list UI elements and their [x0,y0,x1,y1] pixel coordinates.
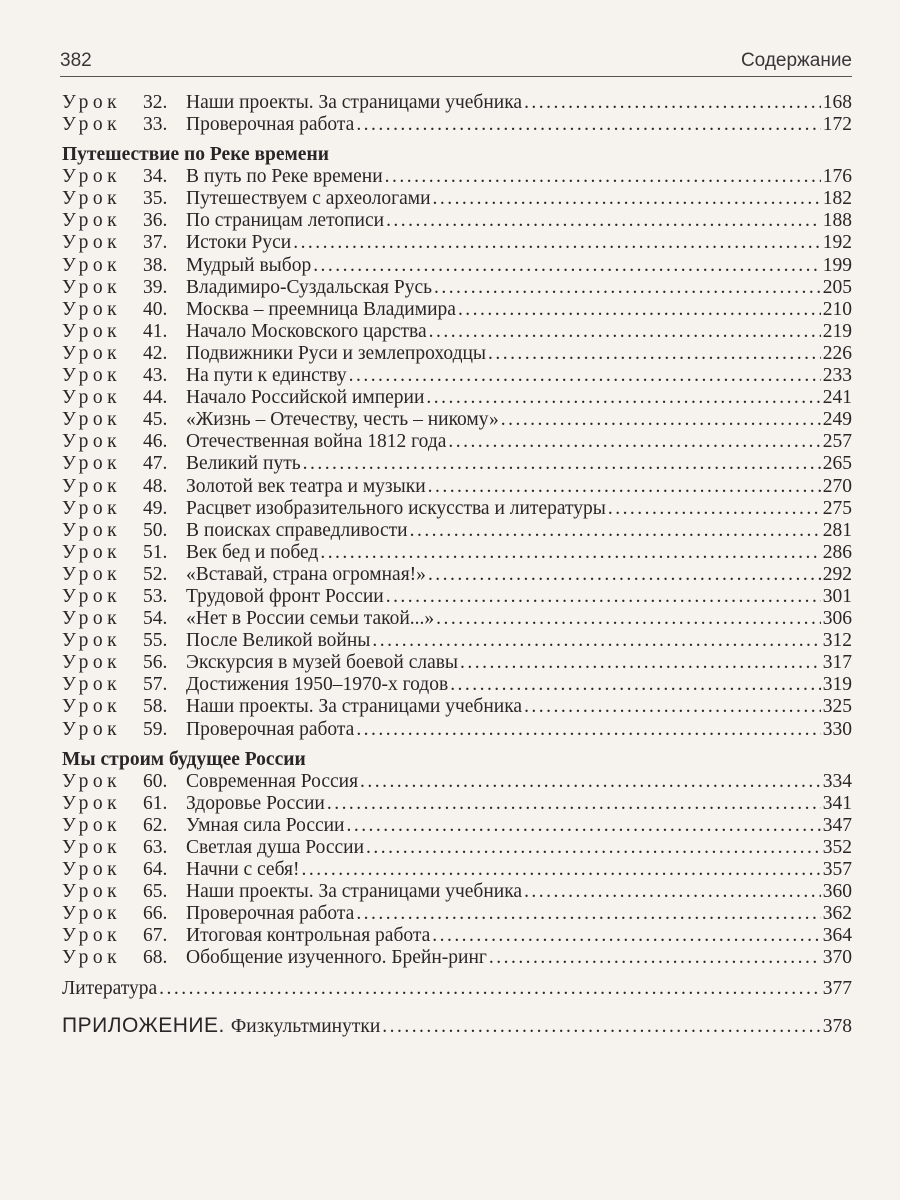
dot-leader [320,542,820,564]
page-ref: 377 [822,978,852,1000]
dot-leader [428,564,821,586]
toc-entry [62,903,852,925]
dot-leader [434,277,821,299]
page-ref: 312 [822,630,852,652]
lesson-label: Урок [62,792,122,814]
appendix-subtitle: Физкультминутки [230,1015,381,1037]
toc-entry [62,925,852,947]
toc-entry [62,652,852,674]
lesson-number: 60. [143,770,168,792]
lesson-title: В путь по Реке времени [186,166,383,188]
lesson-title: Наши проекты. За страницами учебника [186,696,523,718]
page-ref: 257 [822,431,852,453]
dot-leader [159,978,821,1000]
page-ref: 182 [822,188,852,210]
page-ref: 286 [822,541,852,563]
page-ref: 226 [822,342,852,364]
lesson-number: 56. [143,652,168,674]
dot-leader [436,608,821,630]
toc-entry [62,255,852,277]
lesson-title: Трудовой фронт России [186,585,384,607]
lesson-number: 48. [143,475,168,497]
lesson-number: 46. [143,431,168,453]
toc-entry [62,771,852,793]
lesson-number: 58. [143,696,168,718]
lesson-number: 34. [143,166,168,188]
page-ref: 265 [822,453,852,475]
lesson-number: 63. [143,836,168,858]
lesson-number: 51. [143,541,168,563]
lesson-number: 62. [143,814,168,836]
toc-entry [62,696,852,718]
page-ref: 219 [822,320,852,342]
lesson-number: 43. [143,365,168,387]
lesson-label: Урок [62,298,122,320]
page-ref: 360 [822,881,852,903]
dot-leader [360,771,821,793]
toc-entry [62,630,852,652]
toc-entry [62,608,852,630]
lesson-label: Урок [62,387,122,409]
toc-entry-literature [62,978,852,1000]
lesson-title: Москва – преемница Владимира [186,298,456,320]
lesson-number: 68. [143,947,168,969]
page-ref: 357 [822,859,852,880]
toc-entry [62,92,852,114]
lesson-title: Великий путь [186,453,301,475]
toc-entry [62,114,852,136]
lesson-number: 49. [143,497,168,519]
lesson-label: Урок [62,881,122,903]
lesson-number: 44. [143,387,168,409]
page-ref: 317 [822,652,852,674]
dot-leader [489,947,821,969]
lesson-label: Урок [62,188,122,210]
lesson-title: После Великой войны [186,630,371,652]
running-title: Содержание [740,50,852,71]
lesson-label: Урок [62,114,122,136]
toc-entry [62,166,852,188]
table-of-contents [62,92,852,1037]
lesson-title: Путешествуем с археологами [186,188,431,210]
lesson-number: 38. [143,254,168,276]
lesson-number: 32. [143,92,168,113]
lesson-label: Урок [62,254,122,276]
dot-leader [501,409,821,431]
lesson-number: 33. [143,114,168,136]
lesson-title: Обобщение изученного. Брейн-ринг [186,947,487,969]
appendix-title: ПРИЛОЖЕНИЕ. [62,1013,225,1037]
dot-leader [356,903,820,925]
lesson-number: 39. [143,276,168,298]
dot-leader [608,498,821,520]
lesson-number: 42. [143,342,168,364]
page-ref: 210 [822,298,852,320]
lesson-number: 50. [143,519,168,541]
lesson-label: Урок [62,925,122,947]
dot-leader [302,859,821,881]
toc-entry [62,188,852,210]
dot-leader [429,321,821,343]
lesson-title: Проверочная работа [186,114,355,136]
dot-leader [426,387,820,409]
section-heading: Путешествие по Реке времени [62,144,329,166]
lesson-title: Итоговая контрольная работа [186,925,431,947]
page-ref: 319 [822,674,852,696]
lesson-title: Проверочная работа [186,718,355,740]
page-number: 382 [60,50,92,71]
dot-leader [293,232,821,254]
lesson-label: Урок [62,630,122,652]
page-ref: 292 [822,563,852,585]
page-ref: 347 [822,814,852,836]
dot-leader [372,630,820,652]
toc-entry [62,321,852,343]
dot-leader [410,520,821,542]
dot-leader [488,343,821,365]
lesson-label: Урок [62,431,122,453]
lesson-label: Урок [62,674,122,696]
page-ref: 334 [822,770,852,792]
lesson-title: Век бед и побед [186,541,319,563]
lesson-title: Подвижники Руси и землепроходцы [186,342,487,364]
dot-leader [303,453,821,475]
lesson-title: Мудрый выбор [186,254,312,276]
lesson-label: Урок [62,718,122,740]
toc-entry [62,498,852,520]
page-header [60,48,852,77]
lesson-title: На пути к единству [186,365,347,387]
lesson-title: Экскурсия в музей боевой славы [186,652,459,674]
lesson-title: Современная Россия [186,770,359,792]
page-ref: 199 [822,254,852,276]
lesson-label: Урок [62,859,122,880]
lesson-label: Урок [62,475,122,497]
lesson-label: Урок [62,232,122,254]
lesson-number: 45. [143,409,168,431]
lesson-label: Урок [62,541,122,563]
lesson-title: «Жизнь – Отечеству, честь – никому» [186,409,499,431]
lesson-label: Урок [62,585,122,607]
dot-leader [448,431,820,453]
lesson-number: 52. [143,563,168,585]
page-ref: 205 [822,276,852,298]
lesson-number: 66. [143,903,168,925]
lesson-number: 53. [143,585,168,607]
dot-leader [428,476,821,498]
toc-entry [62,586,852,608]
lesson-title: «Нет в России семьи такой...» [186,608,435,630]
dot-leader [327,793,821,815]
lesson-label: Урок [62,836,122,858]
page-ref: 188 [822,210,852,232]
toc-entry [62,719,852,741]
toc-entry [62,387,852,409]
lesson-number: 36. [143,210,168,232]
lesson-number: 65. [143,881,168,903]
page-ref: 281 [822,519,852,541]
dot-leader [432,925,820,947]
dot-leader [524,92,821,114]
toc-entry [62,277,852,299]
page-ref: 249 [822,409,852,431]
toc-entry [62,793,852,815]
lesson-label: Урок [62,652,122,674]
page-ref: 172 [822,114,852,136]
page-ref: 233 [822,365,852,387]
lesson-title: По страницам летописи [186,210,385,232]
lesson-label: Урок [62,814,122,836]
toc-entry [62,815,852,837]
toc-entry [62,947,852,969]
toc-entry-appendix [62,1015,852,1037]
page-ref: 341 [822,792,852,814]
lesson-title: Наши проекты. За страницами учебника [186,881,523,903]
lesson-label: Урок [62,903,122,925]
lesson-label: Урок [62,696,122,718]
lesson-label: Урок [62,320,122,342]
dot-leader [356,114,820,136]
page-ref: 301 [822,585,852,607]
toc-entry [62,881,852,903]
lesson-title: Начни с себя! [186,859,300,880]
lesson-label: Урок [62,92,122,113]
toc-entry [62,232,852,254]
lesson-title: Достижения 1950–1970-х годов [186,674,449,696]
page-ref: 370 [822,947,852,969]
lesson-title: Наши проекты. За страницами учебника [186,92,523,113]
dot-leader [386,586,821,608]
toc-entry [62,210,852,232]
toc-entry [62,365,852,387]
lesson-number: 64. [143,859,168,880]
dot-leader [524,881,821,903]
dot-leader [386,210,821,232]
toc-entry [62,859,852,881]
page-ref: 241 [822,387,852,409]
page-ref: 192 [822,232,852,254]
section-heading: Мы строим будущее России [62,748,306,770]
dot-leader [385,166,821,188]
toc-entry [62,542,852,564]
toc-entry [62,431,852,453]
dot-leader [524,696,821,718]
lesson-label: Урок [62,166,122,188]
lesson-label: Урок [62,409,122,431]
lesson-title: Начало Российской империи [186,387,425,409]
toc-entry [62,476,852,498]
lesson-number: 47. [143,453,168,475]
lesson-number: 59. [143,718,168,740]
lesson-number: 67. [143,925,168,947]
page-ref: 176 [822,166,852,188]
lesson-title: Расцвет изобразительного искусства и литературы [186,497,606,519]
lesson-label: Урок [62,947,122,969]
toc-entry [62,299,852,321]
lesson-number: 37. [143,232,168,254]
lesson-label: Урок [62,563,122,585]
lesson-title: В поисках справедливости [186,519,408,541]
lesson-title: Отечественная война 1812 года [186,431,447,453]
dot-leader [366,837,821,859]
lesson-label: Урок [62,770,122,792]
lesson-number: 41. [143,320,168,342]
lesson-title: Здоровье России [186,792,325,814]
lesson-label: Урок [62,497,122,519]
page-ref: 362 [822,903,852,925]
page-ref: 378 [822,1015,852,1037]
toc-entry [62,837,852,859]
page-ref: 275 [822,497,852,519]
page-ref: 270 [822,475,852,497]
dot-leader [349,365,821,387]
dot-leader [382,1016,820,1038]
toc-entry [62,674,852,696]
literature-title: Литература [62,978,158,1000]
lesson-title: Проверочная работа [186,903,355,925]
page-ref: 364 [822,925,852,947]
lesson-title: Золотой век театра и музыки [186,475,426,497]
lesson-title: Владимиро-Суздальская Русь [186,276,432,298]
lesson-number: 61. [143,792,168,814]
lesson-number: 55. [143,630,168,652]
lesson-label: Урок [62,365,122,387]
toc-entry [62,453,852,475]
dot-leader [356,719,820,741]
page-ref: 306 [822,608,852,630]
lesson-title: Истоки Руси [186,232,292,254]
dot-leader [458,299,821,321]
lesson-label: Урок [62,342,122,364]
lesson-label: Урок [62,210,122,232]
lesson-label: Урок [62,519,122,541]
lesson-number: 35. [143,188,168,210]
dot-leader [460,652,821,674]
dot-leader [433,188,821,210]
lesson-label: Урок [62,453,122,475]
lesson-title: Светлая душа России [186,836,365,858]
toc-entry [62,343,852,365]
dot-leader [450,674,821,696]
lesson-title: «Вставай, страна огромная!» [186,563,426,585]
lesson-label: Урок [62,276,122,298]
lesson-title: Начало Московского царства [186,320,427,342]
toc-entry [62,409,852,431]
lesson-title: Умная сила России [186,814,345,836]
page-ref: 352 [822,836,852,858]
page-ref: 330 [822,718,852,740]
lesson-number: 57. [143,674,168,696]
lesson-number: 54. [143,608,168,630]
page-ref: 325 [822,696,852,718]
lesson-number: 40. [143,298,168,320]
page-ref: 168 [822,92,852,113]
dot-leader [313,255,821,277]
lesson-label: Урок [62,608,122,630]
toc-entry [62,520,852,542]
dot-leader [347,815,821,837]
toc-entry [62,564,852,586]
